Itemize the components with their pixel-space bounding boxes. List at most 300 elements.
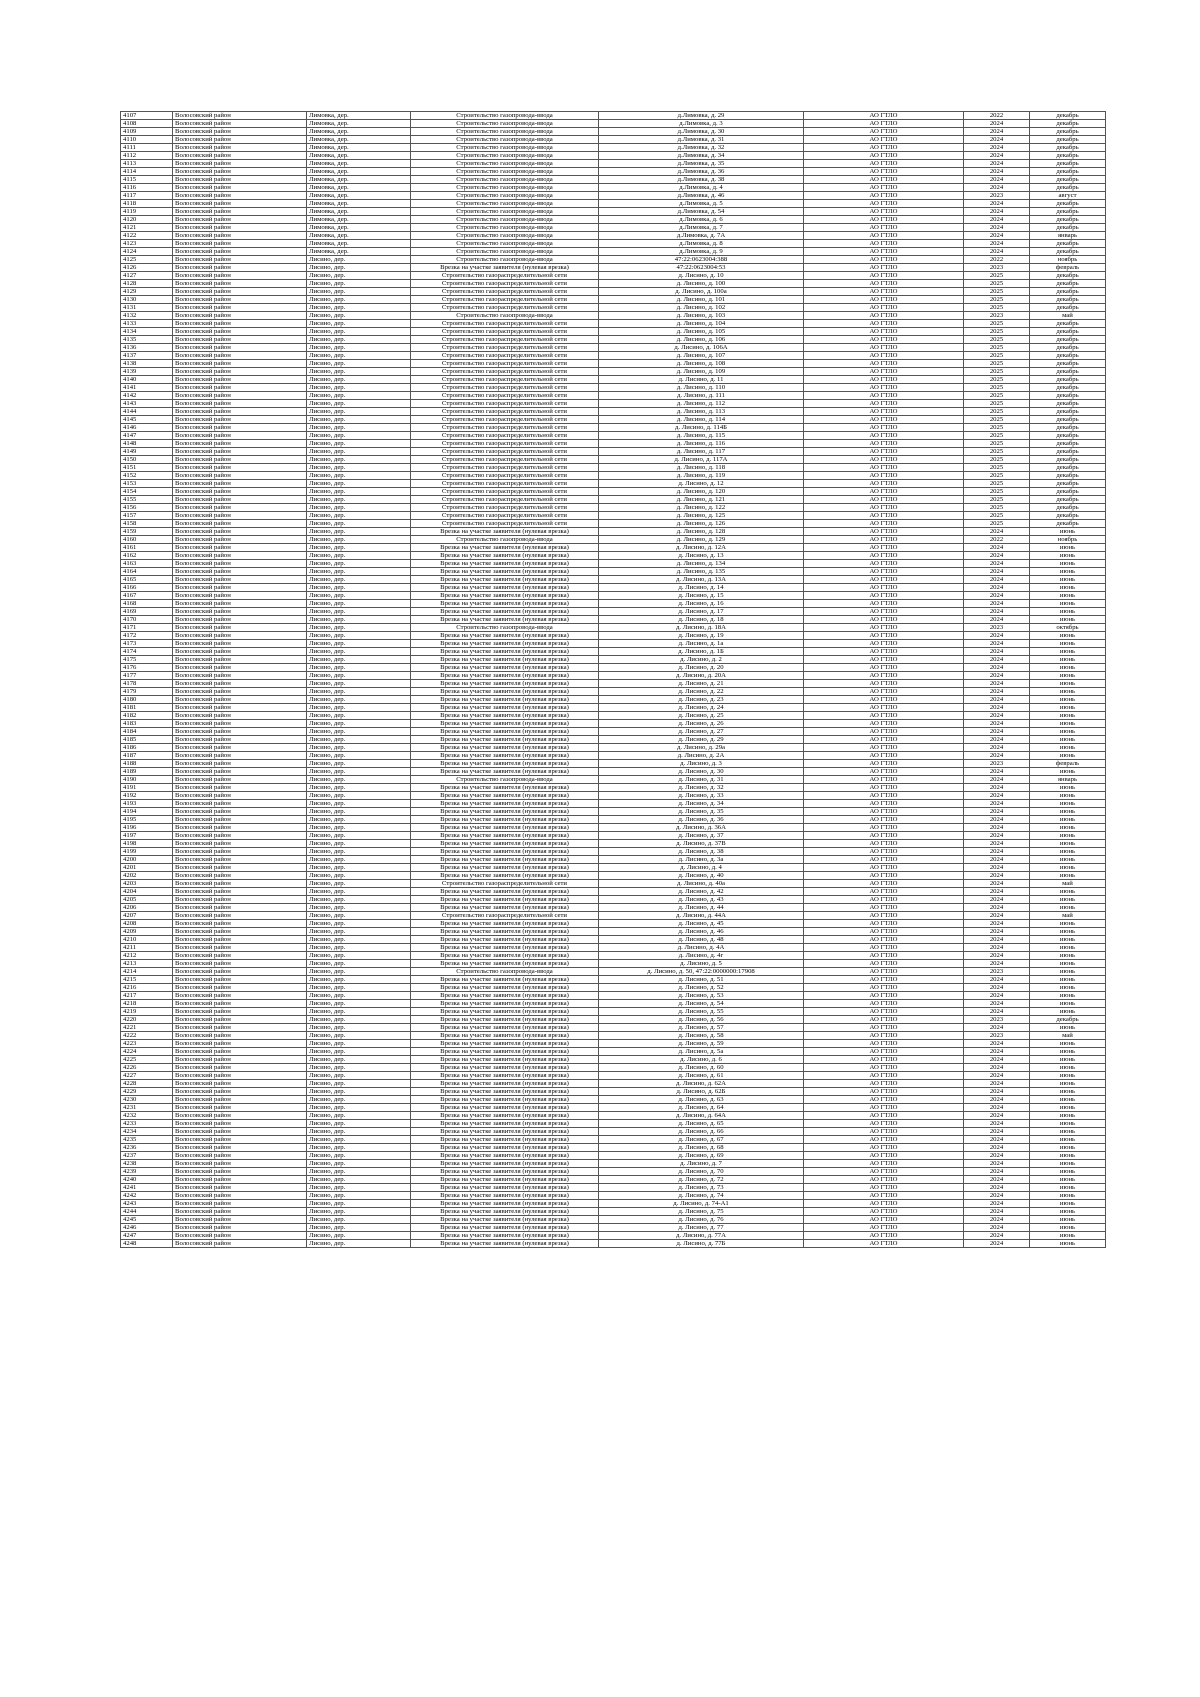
cell-district: Волосовский район: [173, 1240, 307, 1248]
cell-work-type: Врезка на участке заявителя (нулевая врезка): [411, 800, 599, 808]
cell-settlement: Лисино, дер.: [307, 824, 411, 832]
cell-settlement: Лисино, дер.: [307, 896, 411, 904]
cell-address: д. Лисино, д. 110: [599, 384, 804, 392]
cell-month: июнь: [1030, 704, 1106, 712]
cell-district: Волосовский район: [173, 248, 307, 256]
cell-month: июнь: [1030, 1208, 1106, 1216]
cell-month: декабрь: [1030, 184, 1106, 192]
cell-settlement: Лисино, дер.: [307, 952, 411, 960]
table-row: [121, 1024, 1106, 1032]
table-row: [121, 768, 1106, 776]
table-row: [121, 584, 1106, 592]
cell-district: Волосовский район: [173, 736, 307, 744]
table-row: [121, 800, 1106, 808]
cell-address: д. Лисино, д. 18: [599, 616, 804, 624]
cell-month: декабрь: [1030, 416, 1106, 424]
table-row: [121, 1104, 1106, 1112]
cell-year: 2024: [964, 856, 1030, 864]
cell-work-type: Строительство газопровода-ввода: [411, 240, 599, 248]
table-row: [121, 960, 1106, 968]
cell-organization: АО ГТЛО: [804, 920, 964, 928]
cell-work-type: Строительство газораспределительной сети: [411, 464, 599, 472]
table-row: [121, 1192, 1106, 1200]
cell-settlement: Лисино, дер.: [307, 1224, 411, 1232]
table-row: [121, 904, 1106, 912]
cell-month: июнь: [1030, 1200, 1106, 1208]
cell-month: июнь: [1030, 1176, 1106, 1184]
cell-address: д.Лимовка, д. 38: [599, 176, 804, 184]
cell-organization: АО ГТЛО: [804, 1128, 964, 1136]
cell-settlement: Лисино, дер.: [307, 304, 411, 312]
cell-year: 2024: [964, 880, 1030, 888]
cell-organization: АО ГТЛО: [804, 1072, 964, 1080]
cell-organization: АО ГТЛО: [804, 1016, 964, 1024]
cell-district: Волосовский район: [173, 1168, 307, 1176]
cell-year: 2024: [964, 712, 1030, 720]
cell-settlement: Лисино, дер.: [307, 856, 411, 864]
cell-work-type: Врезка на участке заявителя (нулевая врезка): [411, 704, 599, 712]
cell-district: Волосовский район: [173, 840, 307, 848]
cell-settlement: Лимовка, дер.: [307, 232, 411, 240]
cell-work-type: Врезка на участке заявителя (нулевая врезка): [411, 752, 599, 760]
cell-address: д.Лимовка, д. 46: [599, 192, 804, 200]
cell-work-type: Строительство газораспределительной сети: [411, 480, 599, 488]
cell-district: Волосовский район: [173, 928, 307, 936]
cell-work-type: Врезка на участке заявителя (нулевая врезка): [411, 648, 599, 656]
cell-address: д. Лисино, д. 74-А1: [599, 1200, 804, 1208]
cell-work-type: Врезка на участке заявителя (нулевая врезка): [411, 1176, 599, 1184]
cell-settlement: Лисино, дер.: [307, 568, 411, 576]
cell-row-number: 4230: [121, 1096, 173, 1104]
cell-organization: АО ГТЛО: [804, 224, 964, 232]
cell-settlement: Лисино, дер.: [307, 400, 411, 408]
cell-month: декабрь: [1030, 368, 1106, 376]
cell-month: декабрь: [1030, 160, 1106, 168]
cell-month: июнь: [1030, 816, 1106, 824]
cell-work-type: Врезка на участке заявителя (нулевая врезка): [411, 656, 599, 664]
cell-settlement: Лисино, дер.: [307, 632, 411, 640]
table-row: [121, 784, 1106, 792]
cell-settlement: Лисино, дер.: [307, 1080, 411, 1088]
cell-row-number: 4125: [121, 256, 173, 264]
cell-row-number: 4229: [121, 1088, 173, 1096]
cell-organization: АО ГТЛО: [804, 592, 964, 600]
table-row: [121, 952, 1106, 960]
cell-district: Волосовский район: [173, 576, 307, 584]
cell-settlement: Лисино, дер.: [307, 752, 411, 760]
cell-row-number: 4152: [121, 472, 173, 480]
table-row: [121, 592, 1106, 600]
cell-month: июнь: [1030, 552, 1106, 560]
table-row: [121, 728, 1106, 736]
cell-settlement: Лимовка, дер.: [307, 128, 411, 136]
cell-settlement: Лимовка, дер.: [307, 152, 411, 160]
cell-row-number: 4138: [121, 360, 173, 368]
cell-address: д. Лисино, д. 1а: [599, 640, 804, 648]
cell-settlement: Лисино, дер.: [307, 816, 411, 824]
cell-settlement: Лисино, дер.: [307, 1144, 411, 1152]
cell-district: Волосовский район: [173, 744, 307, 752]
cell-district: Волосовский район: [173, 272, 307, 280]
cell-work-type: Врезка на участке заявителя (нулевая врезка): [411, 1112, 599, 1120]
table-row: [121, 816, 1106, 824]
cell-address: д. Лисино, д. 18А: [599, 624, 804, 632]
table-row: [121, 120, 1106, 128]
table-row: [121, 128, 1106, 136]
cell-settlement: Лисино, дер.: [307, 352, 411, 360]
cell-work-type: Врезка на участке заявителя (нулевая врезка): [411, 856, 599, 864]
cell-address: д. Лисино, д. 114Б: [599, 424, 804, 432]
cell-district: Волосовский район: [173, 680, 307, 688]
cell-address: д. Лисино, д. 102: [599, 304, 804, 312]
cell-district: Волосовский район: [173, 1096, 307, 1104]
cell-year: 2024: [964, 928, 1030, 936]
cell-settlement: Лисино, дер.: [307, 648, 411, 656]
cell-district: Волосовский район: [173, 320, 307, 328]
cell-work-type: Врезка на участке заявителя (нулевая врезка): [411, 824, 599, 832]
cell-month: июнь: [1030, 1128, 1106, 1136]
cell-work-type: Строительство газораспределительной сети: [411, 448, 599, 456]
table-row: [121, 272, 1106, 280]
cell-work-type: Врезка на участке заявителя (нулевая врезка): [411, 888, 599, 896]
cell-district: Волосовский район: [173, 488, 307, 496]
cell-address: д. Лисино, д. 50, 47:22:0000000:17908: [599, 968, 804, 976]
cell-address: д. Лисино, д. 35: [599, 808, 804, 816]
cell-work-type: Строительство газопровода-ввода: [411, 136, 599, 144]
cell-district: Волосовский район: [173, 336, 307, 344]
cell-year: 2024: [964, 1208, 1030, 1216]
cell-settlement: Лисино, дер.: [307, 920, 411, 928]
cell-settlement: Лисино, дер.: [307, 464, 411, 472]
cell-year: 2024: [964, 184, 1030, 192]
cell-district: Волосовский район: [173, 832, 307, 840]
cell-work-type: Врезка на участке заявителя (нулевая врезка): [411, 1120, 599, 1128]
cell-month: декабрь: [1030, 144, 1106, 152]
cell-district: Волосовский район: [173, 968, 307, 976]
cell-row-number: 4191: [121, 784, 173, 792]
cell-settlement: Лисино, дер.: [307, 888, 411, 896]
cell-row-number: 4233: [121, 1120, 173, 1128]
cell-month: декабрь: [1030, 336, 1106, 344]
cell-work-type: Врезка на участке заявителя (нулевая врезка): [411, 1088, 599, 1096]
cell-work-type: Врезка на участке заявителя (нулевая врезка): [411, 1208, 599, 1216]
table-row: [121, 160, 1106, 168]
cell-organization: АО ГТЛО: [804, 976, 964, 984]
cell-month: июнь: [1030, 896, 1106, 904]
cell-organization: АО ГТЛО: [804, 752, 964, 760]
cell-district: Волосовский район: [173, 416, 307, 424]
cell-month: декабрь: [1030, 320, 1106, 328]
cell-row-number: 4128: [121, 280, 173, 288]
cell-month: июнь: [1030, 1064, 1106, 1072]
cell-row-number: 4179: [121, 688, 173, 696]
cell-district: Волосовский район: [173, 664, 307, 672]
cell-organization: АО ГТЛО: [804, 536, 964, 544]
cell-organization: АО ГТЛО: [804, 1144, 964, 1152]
cell-address: д.Лимовка, д. 4: [599, 184, 804, 192]
cell-year: 2023: [964, 1032, 1030, 1040]
cell-year: 2022: [964, 536, 1030, 544]
cell-month: июнь: [1030, 672, 1106, 680]
cell-address: д. Лисино, д. 32: [599, 784, 804, 792]
table-row: [121, 608, 1106, 616]
cell-year: 2024: [964, 984, 1030, 992]
cell-work-type: Строительство газопровода-ввода: [411, 624, 599, 632]
cell-row-number: 4209: [121, 928, 173, 936]
cell-row-number: 4108: [121, 120, 173, 128]
cell-month: декабрь: [1030, 280, 1106, 288]
cell-month: июнь: [1030, 544, 1106, 552]
cell-month: июнь: [1030, 1120, 1106, 1128]
cell-district: Волосовский район: [173, 264, 307, 272]
cell-district: Волосовский район: [173, 608, 307, 616]
cell-settlement: Лисино, дер.: [307, 272, 411, 280]
cell-month: июнь: [1030, 720, 1106, 728]
cell-work-type: Врезка на участке заявителя (нулевая врезка): [411, 528, 599, 536]
cell-year: 2024: [964, 1040, 1030, 1048]
cell-settlement: Лисино, дер.: [307, 968, 411, 976]
cell-work-type: Строительство газораспределительной сети: [411, 440, 599, 448]
cell-work-type: Врезка на участке заявителя (нулевая врезка): [411, 952, 599, 960]
cell-row-number: 4193: [121, 800, 173, 808]
cell-organization: АО ГТЛО: [804, 240, 964, 248]
cell-row-number: 4173: [121, 640, 173, 648]
cell-address: д. Лисино, д. 30: [599, 768, 804, 776]
table-row: [121, 1056, 1106, 1064]
cell-district: Волосовский район: [173, 672, 307, 680]
cell-district: Волосовский район: [173, 936, 307, 944]
cell-row-number: 4211: [121, 944, 173, 952]
cell-row-number: 4132: [121, 312, 173, 320]
table-row: [121, 296, 1106, 304]
cell-year: 2024: [964, 816, 1030, 824]
cell-month: июнь: [1030, 968, 1106, 976]
cell-district: Волосовский район: [173, 464, 307, 472]
cell-year: 2024: [964, 672, 1030, 680]
cell-settlement: Лисино, дер.: [307, 488, 411, 496]
cell-district: Волосовский район: [173, 1200, 307, 1208]
cell-month: декабрь: [1030, 288, 1106, 296]
cell-district: Волосовский район: [173, 496, 307, 504]
cell-district: Волосовский район: [173, 1048, 307, 1056]
cell-row-number: 4190: [121, 776, 173, 784]
cell-row-number: 4175: [121, 656, 173, 664]
cell-settlement: Лисино, дер.: [307, 928, 411, 936]
cell-year: 2024: [964, 1008, 1030, 1016]
table-row: [121, 648, 1106, 656]
table-row: [121, 464, 1106, 472]
cell-month: июнь: [1030, 568, 1106, 576]
cell-organization: АО ГТЛО: [804, 880, 964, 888]
cell-district: Волосовский район: [173, 760, 307, 768]
cell-address: д. Лисино, д. 118: [599, 464, 804, 472]
table-row: [121, 984, 1106, 992]
cell-year: 2024: [964, 592, 1030, 600]
cell-organization: АО ГТЛО: [804, 112, 964, 120]
cell-district: Волосовский район: [173, 384, 307, 392]
cell-work-type: Строительство газопровода-ввода: [411, 152, 599, 160]
table-row: [121, 152, 1106, 160]
cell-work-type: Врезка на участке заявителя (нулевая врезка): [411, 712, 599, 720]
cell-settlement: Лисино, дер.: [307, 848, 411, 856]
cell-organization: АО ГТЛО: [804, 864, 964, 872]
cell-settlement: Лисино, дер.: [307, 624, 411, 632]
cell-settlement: Лисино, дер.: [307, 768, 411, 776]
cell-year: 2024: [964, 544, 1030, 552]
table-row: [121, 200, 1106, 208]
cell-row-number: 4227: [121, 1072, 173, 1080]
cell-organization: АО ГТЛО: [804, 624, 964, 632]
cell-work-type: Строительство газораспределительной сети: [411, 328, 599, 336]
cell-district: Волосовский район: [173, 568, 307, 576]
cell-organization: АО ГТЛО: [804, 1240, 964, 1248]
cell-address: д. Лисино, д. 64: [599, 1104, 804, 1112]
cell-district: Волосовский район: [173, 728, 307, 736]
cell-row-number: 4141: [121, 384, 173, 392]
table-row: [121, 552, 1106, 560]
cell-settlement: Лисино, дер.: [307, 792, 411, 800]
table-row: [121, 1184, 1106, 1192]
cell-settlement: Лисино, дер.: [307, 1072, 411, 1080]
cell-work-type: Строительство газораспределительной сети: [411, 912, 599, 920]
cell-year: 2023: [964, 968, 1030, 976]
cell-row-number: 4156: [121, 504, 173, 512]
cell-organization: АО ГТЛО: [804, 176, 964, 184]
cell-settlement: Лисино, дер.: [307, 840, 411, 848]
table-row: [121, 368, 1106, 376]
cell-address: д. Лисино, д. 25: [599, 712, 804, 720]
cell-address: д. Лисино, д. 108: [599, 360, 804, 368]
cell-district: Волосовский район: [173, 1216, 307, 1224]
cell-month: июнь: [1030, 1232, 1106, 1240]
cell-address: д. Лисино, д. 77Б: [599, 1240, 804, 1248]
cell-row-number: 4215: [121, 976, 173, 984]
cell-district: Волосовский район: [173, 808, 307, 816]
cell-settlement: Лисино, дер.: [307, 1200, 411, 1208]
cell-organization: АО ГТЛО: [804, 720, 964, 728]
cell-work-type: Врезка на участке заявителя (нулевая врезка): [411, 984, 599, 992]
cell-year: 2023: [964, 192, 1030, 200]
cell-year: 2025: [964, 520, 1030, 528]
cell-address: д. Лисино, д. 29а: [599, 744, 804, 752]
cell-settlement: Лисино, дер.: [307, 328, 411, 336]
cell-row-number: 4234: [121, 1128, 173, 1136]
cell-row-number: 4197: [121, 832, 173, 840]
cell-settlement: Лимовка, дер.: [307, 184, 411, 192]
cell-settlement: Лисино, дер.: [307, 1096, 411, 1104]
cell-address: д.Лимовка, д. 7А: [599, 232, 804, 240]
cell-address: д. Лисино, д. 74: [599, 1192, 804, 1200]
cell-month: август: [1030, 192, 1106, 200]
cell-year: 2024: [964, 920, 1030, 928]
cell-row-number: 4242: [121, 1192, 173, 1200]
cell-work-type: Строительство газораспределительной сети: [411, 504, 599, 512]
table-row: [121, 1048, 1106, 1056]
cell-year: 2024: [964, 1048, 1030, 1056]
cell-year: 2025: [964, 448, 1030, 456]
cell-district: Волосовский район: [173, 520, 307, 528]
cell-address: д. Лисино, д. 7: [599, 1160, 804, 1168]
cell-year: 2024: [964, 208, 1030, 216]
cell-district: Волосовский район: [173, 920, 307, 928]
table-row: [121, 376, 1106, 384]
cell-settlement: Лисино, дер.: [307, 320, 411, 328]
cell-year: 2024: [964, 800, 1030, 808]
cell-row-number: 4214: [121, 968, 173, 976]
cell-month: декабрь: [1030, 504, 1106, 512]
cell-district: Волосовский район: [173, 144, 307, 152]
cell-month: декабрь: [1030, 448, 1106, 456]
table-row: [121, 504, 1106, 512]
cell-settlement: Лисино, дер.: [307, 416, 411, 424]
table-row: [121, 576, 1106, 584]
cell-settlement: Лисино, дер.: [307, 744, 411, 752]
cell-address: д. Лисино, д. 33: [599, 792, 804, 800]
cell-row-number: 4140: [121, 376, 173, 384]
cell-organization: АО ГТЛО: [804, 928, 964, 936]
cell-row-number: 4160: [121, 536, 173, 544]
cell-settlement: Лисино, дер.: [307, 592, 411, 600]
cell-month: июнь: [1030, 576, 1106, 584]
table-row: [121, 568, 1106, 576]
cell-month: июнь: [1030, 936, 1106, 944]
cell-row-number: 4182: [121, 712, 173, 720]
cell-month: декабрь: [1030, 328, 1106, 336]
cell-district: Волосовский район: [173, 1112, 307, 1120]
cell-address: д. Лисино, д. 57: [599, 1024, 804, 1032]
cell-row-number: 4232: [121, 1112, 173, 1120]
cell-month: июнь: [1030, 664, 1106, 672]
cell-row-number: 4213: [121, 960, 173, 968]
cell-month: декабрь: [1030, 400, 1106, 408]
cell-row-number: 4239: [121, 1168, 173, 1176]
cell-row-number: 4237: [121, 1152, 173, 1160]
cell-organization: АО ГТЛО: [804, 1208, 964, 1216]
cell-organization: АО ГТЛО: [804, 448, 964, 456]
cell-district: Волосовский район: [173, 880, 307, 888]
cell-address: д. Лисино, д. 12: [599, 480, 804, 488]
cell-settlement: Лисино, дер.: [307, 696, 411, 704]
cell-work-type: Врезка на участке заявителя (нулевая врезка): [411, 544, 599, 552]
cell-work-type: Врезка на участке заявителя (нулевая врезка): [411, 672, 599, 680]
cell-row-number: 4148: [121, 440, 173, 448]
cell-organization: АО ГТЛО: [804, 704, 964, 712]
cell-year: 2024: [964, 640, 1030, 648]
cell-address: д. Лисино, д. 29: [599, 736, 804, 744]
table-row: [121, 192, 1106, 200]
cell-year: 2024: [964, 1136, 1030, 1144]
cell-year: 2024: [964, 608, 1030, 616]
cell-settlement: Лисино, дер.: [307, 1088, 411, 1096]
cell-address: д. Лисино, д. 113: [599, 408, 804, 416]
cell-settlement: Лисино, дер.: [307, 1216, 411, 1224]
cell-district: Волосовский район: [173, 648, 307, 656]
cell-address: д. Лисино, д. 27: [599, 728, 804, 736]
cell-organization: АО ГТЛО: [804, 344, 964, 352]
cell-row-number: 4208: [121, 920, 173, 928]
cell-organization: АО ГТЛО: [804, 192, 964, 200]
cell-organization: АО ГТЛО: [804, 1184, 964, 1192]
table-row: [121, 1000, 1106, 1008]
cell-month: июнь: [1030, 1144, 1106, 1152]
table-row: [121, 408, 1106, 416]
cell-month: июнь: [1030, 752, 1106, 760]
cell-row-number: 4155: [121, 496, 173, 504]
cell-year: 2025: [964, 368, 1030, 376]
cell-district: Волосовский район: [173, 1136, 307, 1144]
cell-organization: АО ГТЛО: [804, 848, 964, 856]
cell-row-number: 4109: [121, 128, 173, 136]
